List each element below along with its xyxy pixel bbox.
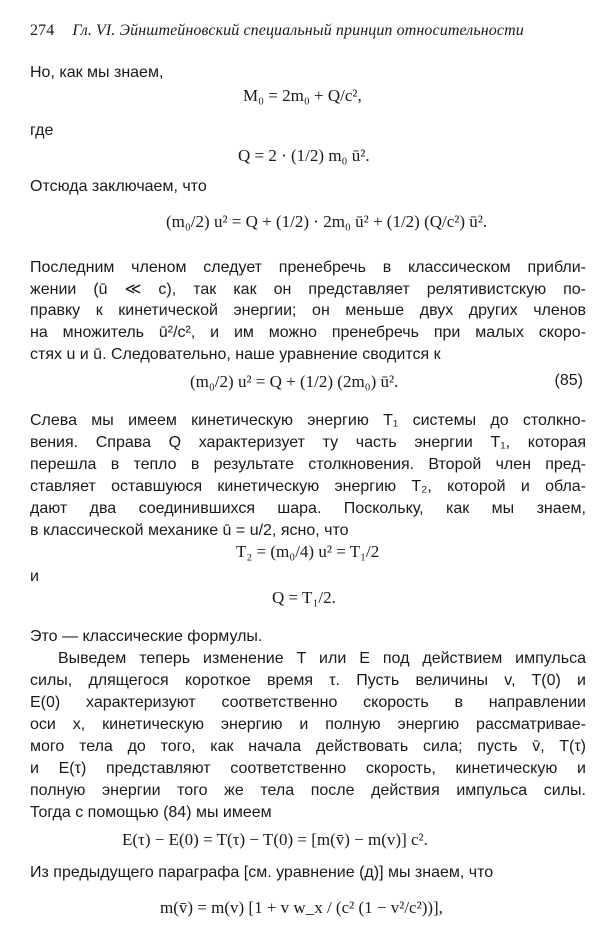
paragraph-previous: Из предыдущего параграфа [см. уравнение (д)] мы знаем, что: [30, 864, 494, 881]
p3-line-3: правку к кинетической энергии; он меньше двух других членов: [30, 302, 586, 319]
p6-line-5: мого тела до того, как начала действовать сила; пусть v̄, T(τ): [30, 738, 586, 755]
p6-line-2: силы, длящегося короткое время τ. Пусть величины v, T(0) и: [30, 672, 586, 689]
p4-line-5: дают два соединившихся шара. Поскольку, как мы знаем,: [30, 500, 586, 517]
equation-85-number: (85): [554, 372, 583, 389]
equation-Q2: [272, 588, 336, 608]
equation-Q2-text: Q = T₁/2.: [272, 588, 336, 607]
p6-line-3: E(0) характеризуют соответственно скорость в направлении: [30, 694, 586, 711]
label-and: и: [30, 568, 39, 585]
equation-energy-text: (m₀/2) u² = Q + (1/2) · 2m₀ ū² + (1/2) (Q/c²) ū².: [166, 212, 488, 231]
equation-m-text: m(v̄) = m(v) [1 + v w_x / (c² (1 − v²/c²))],: [160, 898, 443, 917]
equation-M0-text: M₀ = 2m₀ + Q/c²,: [243, 86, 362, 105]
p6-line-7: полную энергии того же тела после действия импульса силы.: [30, 782, 586, 799]
p3-line-1: Последним членом следует пренебречь в классическом прибли-: [30, 259, 586, 276]
p3-line-2: жении (ū ≪ c), так как он представляет релятивистскую по-: [30, 281, 586, 298]
label-where: где: [30, 122, 54, 139]
equation-E: [122, 830, 428, 850]
running-title: Гл. VI. Эйнштейновский специальный принцип относительности: [72, 22, 524, 39]
p3-line-5: стях u и ū. Следовательно, наше уравнение сводится к: [30, 346, 441, 363]
page-number: 274: [30, 22, 55, 39]
equation-M0: [243, 86, 362, 106]
equation-E-text: E(τ) − E(0) = T(τ) − T(0) = [m(v̄) − m(v)] c².: [122, 830, 428, 849]
equation-T2: [236, 542, 379, 562]
p4-line-3: перешла в тепло в результате столкновения. Второй член пред-: [30, 456, 586, 473]
p6-line-8: Тогда с помощью (84) мы имеем: [30, 804, 272, 821]
equation-energy: [166, 212, 487, 232]
p4-line-6: в классической механике ū = u/2, ясно, что: [30, 522, 349, 539]
equation-85-text: (m₀/2) u² = Q + (1/2) (2m₀) ū².: [190, 372, 399, 391]
p4-line-2: вения. Справа Q характеризует ту часть энергии T₁, которая: [30, 434, 586, 451]
equation-Q: [238, 146, 370, 166]
running-header: [30, 22, 590, 40]
paragraph-classical: Это — классические формулы.: [30, 628, 263, 645]
equation-T2-text: T₂ = (m₀/4) u² = T₁/2: [236, 542, 380, 561]
p4-line-1: Слева мы имеем кинетическую энергию T₁ системы до столкно-: [30, 412, 586, 429]
paragraph-therefore: Отсюда заключаем, что: [30, 178, 207, 195]
p6-line-4: оси x, кинетическую энергию и полную энергию рассматривае-: [30, 716, 586, 733]
p6-line-1: Выведем теперь изменение T или E под действием импульса: [58, 650, 586, 667]
equation-Q-text: Q = 2 · (1/2) m₀ ū².: [238, 146, 370, 165]
equation-m: [160, 898, 443, 918]
equation-85: [190, 372, 398, 392]
p6-line-6: и E(τ) представляют соответственно скорость, кинетическую и: [30, 760, 586, 777]
p3-line-4: на множитель ū²/c², и им можно пренебречь при малых скоро-: [30, 324, 586, 341]
paragraph-intro: Но, как мы знаем,: [30, 64, 164, 81]
p4-line-4: ставляет оставшуюся кинетическую энергию T₂, которой и обла-: [30, 478, 586, 495]
